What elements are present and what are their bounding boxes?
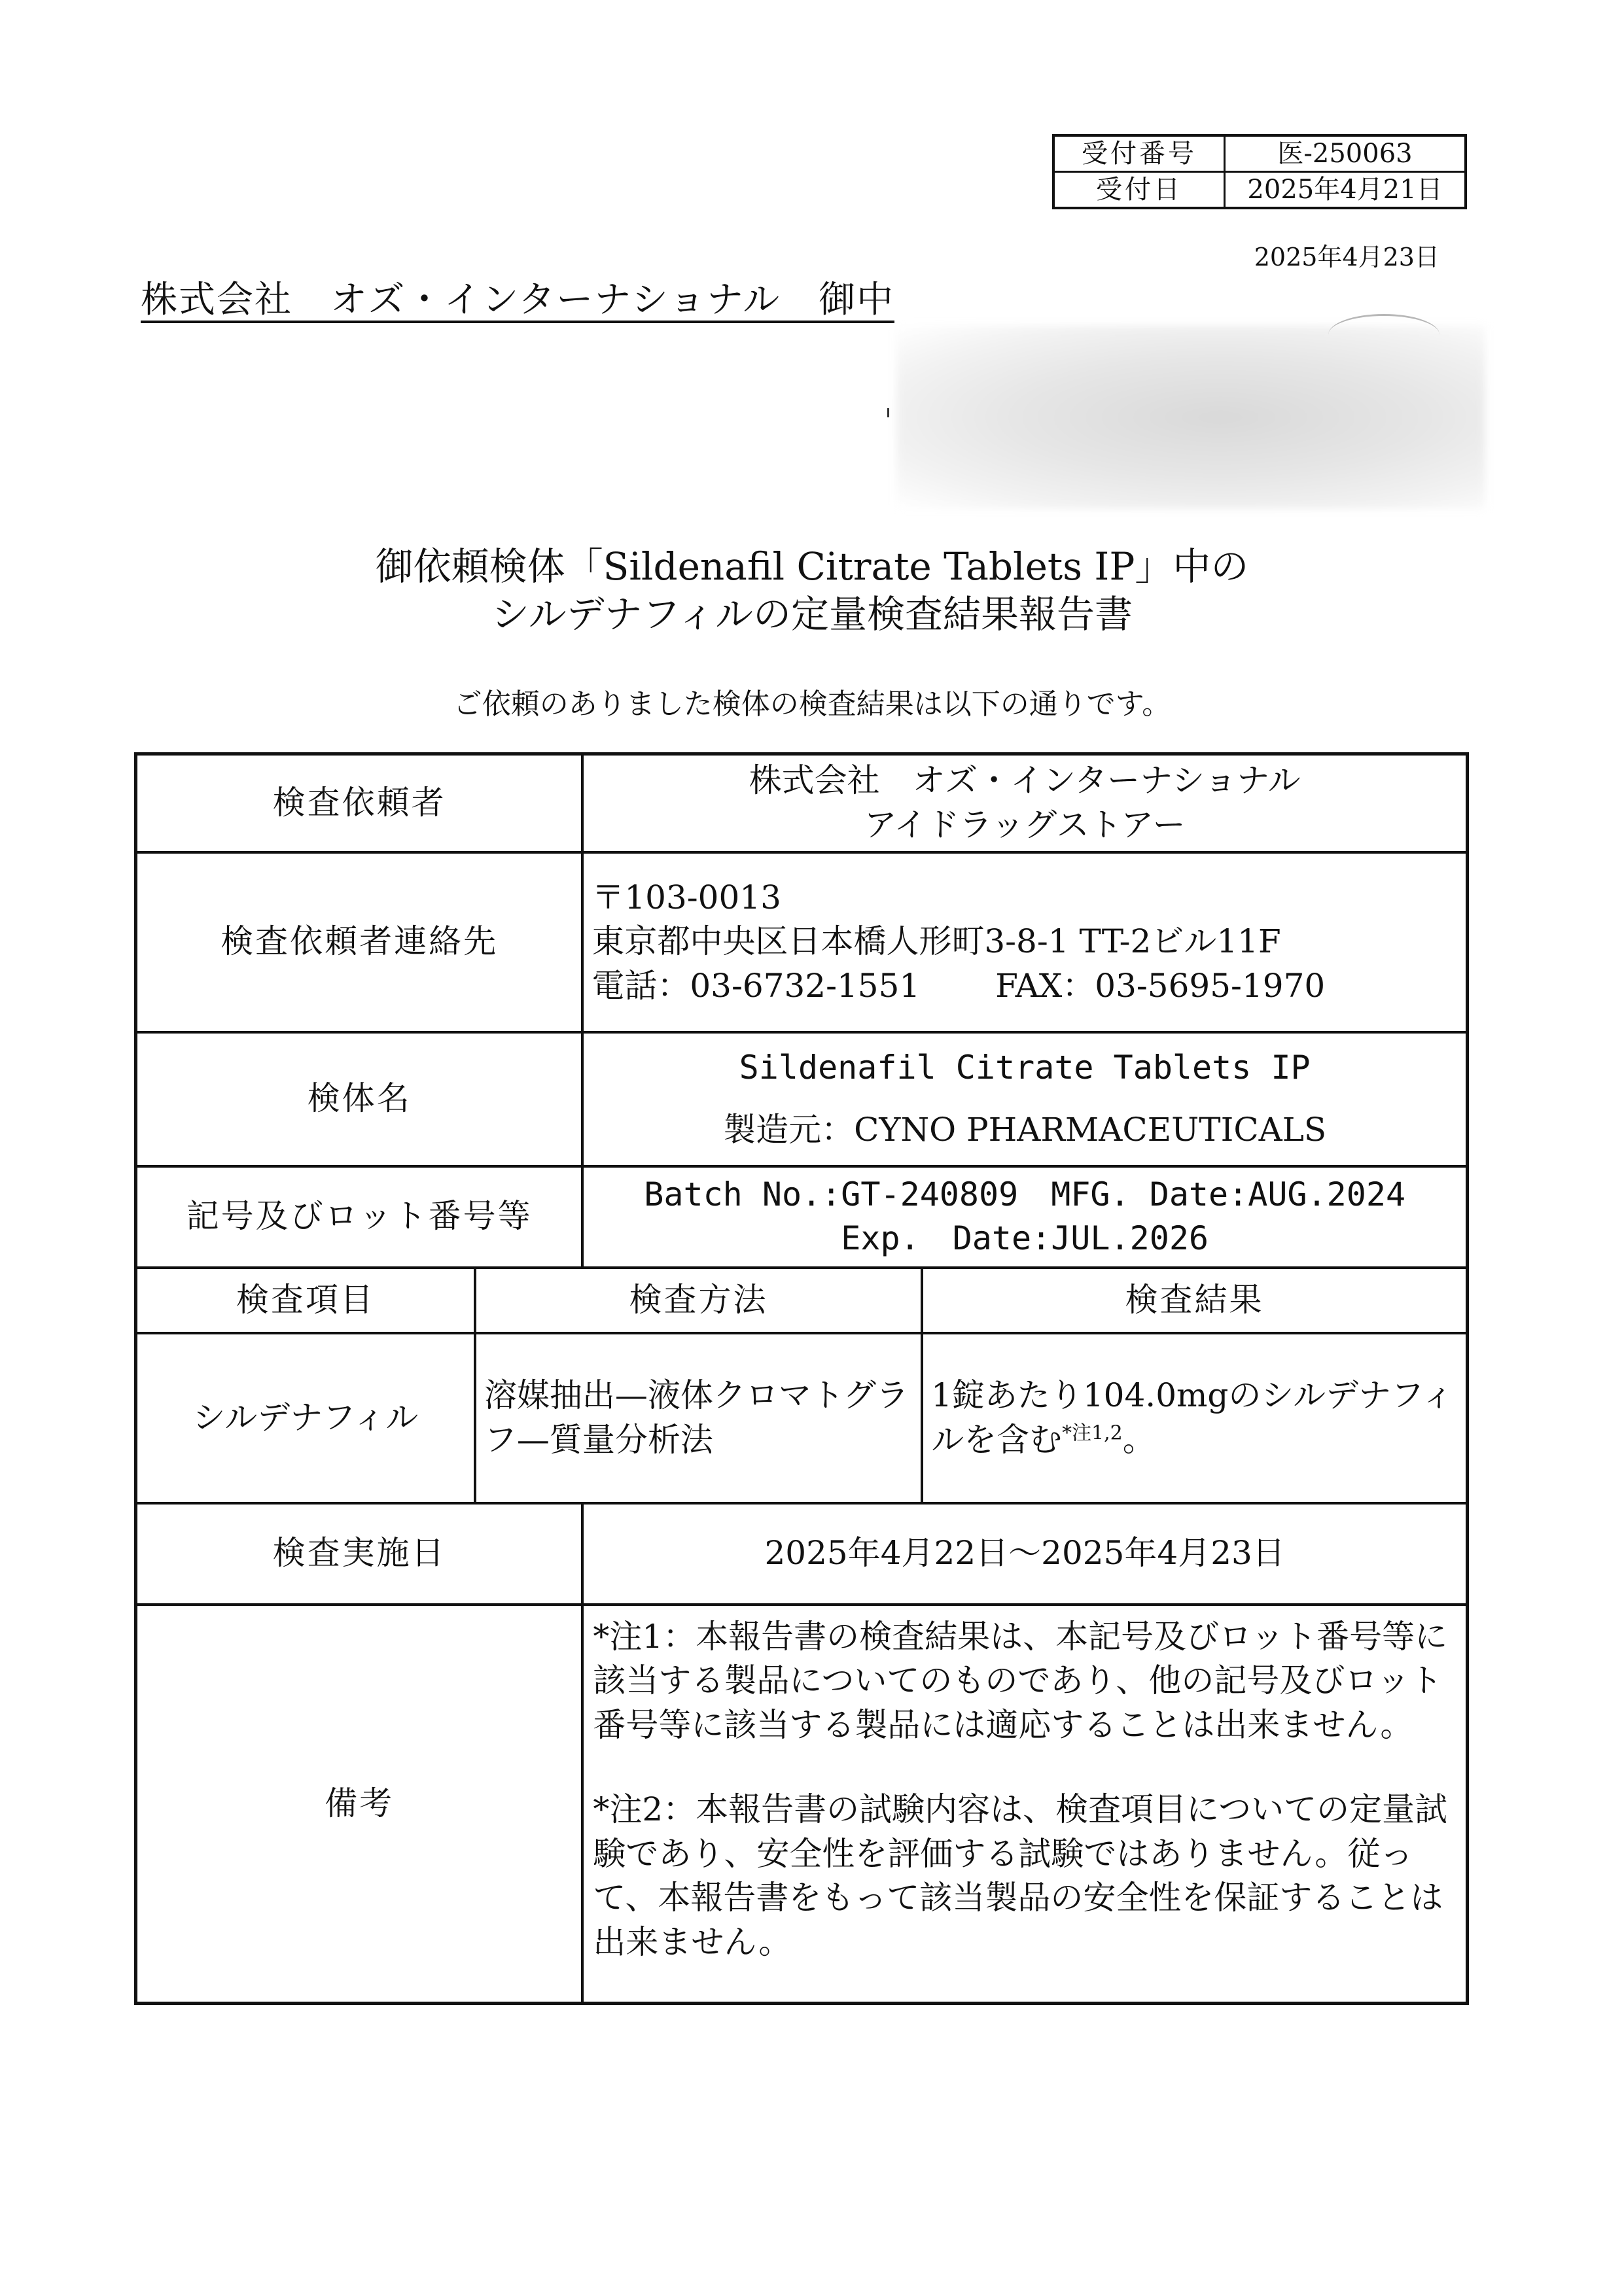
contact-label: 検査依頼者連絡先	[136, 852, 583, 1032]
sample-maker: 製造元：CYNO PHARMACEUTICALS	[723, 1111, 1327, 1149]
lot-value	[582, 1166, 1467, 1268]
result-note-ref: *注1,2	[1062, 1421, 1123, 1444]
contact-postal: 〒103-0013	[591, 878, 781, 916]
contact-phone-fax	[591, 964, 1465, 1009]
result-text: 1錠あたり104.0mgのシルデナフィルを含む	[931, 1376, 1455, 1459]
reception-number-value: 医-250063	[1225, 135, 1466, 172]
stamp-mark	[887, 408, 892, 417]
contact-value	[582, 852, 1467, 1032]
header-test-item: 検査項目	[136, 1268, 475, 1333]
remarks-label: 備考	[136, 1605, 583, 2004]
header-test-result: 検査結果	[922, 1268, 1467, 1333]
sample-label: 検体名	[136, 1032, 583, 1166]
reception-box	[1052, 134, 1467, 209]
reception-date-value: 2025年4月21日	[1225, 172, 1466, 209]
table-row	[136, 1333, 1468, 1503]
report-title-line2: シルデナフィルの定量検査結果報告書	[491, 592, 1133, 636]
reception-date-label: 受付日	[1053, 172, 1225, 209]
table-row	[136, 754, 1468, 852]
table-row	[136, 1268, 1468, 1333]
requester-line2: アイドラッグストアー	[864, 805, 1186, 844]
contact-fax: FAX：03-5695-1970	[995, 966, 1326, 1005]
header-test-method: 検査方法	[475, 1268, 922, 1333]
requester-value	[582, 754, 1467, 852]
contact-phone: 電話：03-6732-1551	[591, 966, 921, 1005]
test-date-value: 2025年4月22日～2025年4月23日	[582, 1503, 1467, 1605]
sample-value	[582, 1032, 1467, 1166]
lot-label: 記号及びロット番号等	[136, 1166, 583, 1268]
table-row	[136, 1032, 1468, 1166]
issue-date: 2025年4月23日	[1254, 243, 1439, 271]
table-row	[136, 1166, 1468, 1268]
requester-label: 検査依頼者	[136, 754, 583, 852]
table-row	[136, 1605, 1468, 2004]
intro-text: ご依頼のありました検体の検査結果は以下の通りです。	[453, 687, 1171, 721]
lot-line2: Exp. Date:JUL.2026	[841, 1219, 1209, 1257]
remark-note-2: *注2：本報告書の試験内容は、検査項目についての定量試験であり、安全性を評価する試験ではありません。従って、本報告書をもって該当製品の安全性を保証することは出来ません。	[593, 1790, 1448, 1961]
stamp-outline	[1328, 314, 1439, 355]
sample-name: Sildenafil Citrate Tablets IP	[739, 1048, 1311, 1087]
result-end: 。	[1122, 1420, 1156, 1459]
requester-line1: 株式会社 オズ・インターナショナル	[749, 761, 1301, 800]
contact-address: 東京都中央区日本橋人形町3-8-1 TT-2ビル11F	[591, 922, 1281, 961]
test-date-label: 検査実施日	[136, 1503, 583, 1605]
table-row	[136, 1503, 1468, 1605]
remark-note-1: *注1：本報告書の検査結果は、本記号及びロット番号等に該当する製品についてのものであり、他の記号及びロット番号等に該当する製品には適応することは出来ません。	[593, 1617, 1448, 1744]
table-row	[136, 852, 1468, 1032]
lot-line1: Batch No.:GT-240809 MFG. Date:AUG.2024	[644, 1175, 1406, 1213]
addressee: 株式会社 オズ・インターナショナル 御中	[141, 280, 894, 323]
test-result	[922, 1333, 1467, 1503]
reception-number-label: 受付番号	[1053, 135, 1225, 172]
test-item: シルデナフィル	[136, 1333, 475, 1503]
remarks-value	[582, 1605, 1467, 2004]
report-title-line1: 御依頼検体「Sildenafil Citrate Tablets IP」中の	[375, 544, 1249, 589]
test-method: 溶媒抽出—液体クロマトグラフ—質量分析法	[475, 1333, 922, 1503]
results-table	[134, 752, 1469, 2005]
